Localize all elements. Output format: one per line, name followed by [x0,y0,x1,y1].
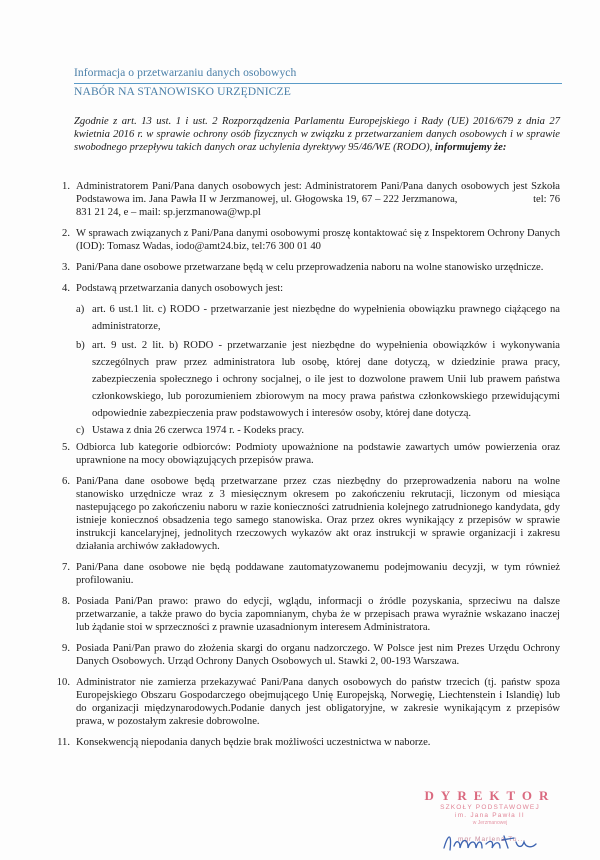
header-divider [74,83,562,84]
list-item-4 [48,282,560,437]
sub-letter: a) [76,304,85,315]
intro-bold: informujemy że: [434,142,507,153]
sub-item-a [76,301,560,335]
sub-text: art. 9 ust. 2 lit. b) RODO - przetwarzanie jest niezbędne do wypełnienia obowiązków i wykonywania szczególnych praw przez administratora lub osobę, której dane dotyczą, w dziedzinie prawa pracy, zabezpieczenia społecznego i ochrony socjalnej, o ile jest to dozwolone prawem Unii lub prawem państwa członkowskiego, lub porozumieniem zbiorowym na mocy prawa państwa członkowskiego przewidującymi odpowiednie zabezpieczenia praw podstawowych i interesów osoby, której dane dotyczą. [92,340,560,419]
sub-item-c [76,424,560,437]
item-text: Podstawą przetwarzania danych osobowych jest: [76,283,284,294]
director-stamp [410,788,570,826]
list-item-11 [48,736,560,749]
item-number: 7. [62,562,70,573]
item-number: 6. [62,476,70,487]
item-text: Pani/Pana dane osobowe będą przetwarzane przez czas niezbędny do przeprowadzenia naboru na wolne stanowisko urzędnicze wraz z 3 miesięcznym okresem po zakończeniu rekrutacji, liczonym od miesiąca nastepującego po zakończeniu naboru w razie konieczności zatrudnienia kolejnego zatrudnionego kandydata, gdy istnieje koniecznoś obsadzenia tego samego stanowiska. Oraz przez okres wynikający z przepisów w sprawie instrukcji kancelaryjnej, jednolitych rzeczowych wykazów akt oraz instrukcji w sprawie organizacji i zakresu działania archiwów zakładowych. [76,476,560,552]
sub-text: art. 6 ust.1 lit. c) RODO - przetwarzanie jest niezbędne do wypełnienia obowiązku prawnego ciążącego na administratorze, [92,304,560,332]
item-text: Pani/Pana dane osobowe nie będą poddawane zautomatyzowanemu podejmowaniu decyzji, w tym również profilowaniu. [76,562,560,586]
item-text: Pani/Pana dane osobowe przetwarzane będą w celu przeprowadzenia naboru na wolne stanowisko urzędnicze. [76,262,544,273]
item-text: Administrator nie zamierza przekazywać Pani/Pana danych osobowych do państw trzecich (tj. państw spoza Europejskiego Obszaru Gospodarczego obejmującego Unię Europejską, Norwegię, Liechtenstein i Islandię) lub do organizacji międzynarodowych.Podanie danych jest obligatoryjne, w zakresie wynikającym z przepisów prawa, w pozostałym zakresie dobrowolne. [76,677,560,727]
list-item-6 [48,475,560,553]
item-number: 2. [62,228,70,239]
list-item-9 [48,642,560,668]
numbered-list [48,180,560,757]
stamp-title: DYREKTOR [424,788,556,803]
header-title: Informacja o przetwarzaniu danych osobowych [74,66,297,79]
sub-item-b [76,337,560,422]
stamp-line-2: im. Jana Pawła II [455,812,525,819]
sub-letter: c) [76,425,85,436]
intro-text: Zgodnie z art. 13 ust. 1 i ust. 2 Rozporządzenia Parlamentu Europejskiego i Rady (UE) 2016/679 z dnia 27 kwietnia 2016 r. w sprawie ochrony osób fizycznych w związku z przetwarzaniem danych osobowych i w sprawie swobodnego przepływu takich danych oraz uchylenia dyrektywy 95/46/WE (RODO), [74,116,560,153]
item-number: 11. [57,737,70,748]
item-number: 9. [62,643,70,654]
item-number: 8. [62,596,70,607]
intro-paragraph [74,115,560,154]
item-text: Konsekwencją niepodania danych będzie brak możliwości uczestnictwa w naborze. [76,737,431,748]
item-text: Posiada Pani/Pan prawo do złożenia skargi do organu nadzorczego. W Polsce jest nim Prezes Urzędu Ochrony Danych Osobowych. Urząd Ochrony Danych Osobowych ul. Stawki 2, 00-193 Warszawa. [76,643,560,667]
stamp-line-3: w Jerzmanowej [472,820,508,826]
sub-text: Ustawa z dnia 26 czerwca 1974 r. - Kodeks pracy. [92,425,304,436]
list-item-3 [48,261,560,274]
list-item-7 [48,561,560,587]
item-number: 5. [62,442,70,453]
list-item-1 [48,180,560,219]
item-text: Posiada Pani/Pan prawo: prawo do edycji, wglądu, informacji o źródle pozyskania, sprzeciwu na dalsze przetwarzanie, a także prawo do bycia zapomnianym, chyba że w przepisach prawa wyraźnie wskazano inaczej lub żądanie stoi w sprzeczności z prawnie uzasadnionym interesem Administratora. [76,596,560,633]
item-text: Odbiorca lub kategorie odbiorców: Podmioty upoważnione na podstawie zawartych umów powierzenia oraz uprawnione na mocy obowiązujących przepisów prawa. [76,442,560,466]
item-text: Administratorem Pani/Pana danych osobowych jest: Administratorem Pani/Pana danych osobowych jest Szkoła Podstawowa im. Jana Pawła II w Jerzmanowej, ul. Głogowska 19, 67 – 222 Jerzmanowa, [76,181,560,205]
item-number: 4. [62,283,70,294]
list-item-10 [48,676,560,728]
item-number: 10. [56,677,70,688]
list-item-2 [48,227,560,253]
item-contact: tel: 76 831 21 24, e – mail: sp.jerzmanowa@wp.pl [76,194,560,218]
stamp-line-1: SZKOŁY PODSTAWOWEJ [440,804,540,811]
header-subtitle: NABÓR NA STANOWISKO URZĘDNICZE [74,85,291,98]
item-text: W sprawach związanych z Pani/Pana danymi osobowymi proszę kontaktować się z Inspektorem Ochrony Danych (IOD): Tomasz Wadas, iodo@amt24.biz, tel:76 300 01 40 [76,228,560,252]
item-number: 3. [62,262,70,273]
list-item-8 [48,595,560,634]
signature-icon [438,826,548,856]
list-item-5 [48,441,560,467]
item-number: 1. [62,181,70,192]
sub-letter: b) [76,340,85,351]
stamp-name: mgr Marlena Tu... [458,836,526,843]
